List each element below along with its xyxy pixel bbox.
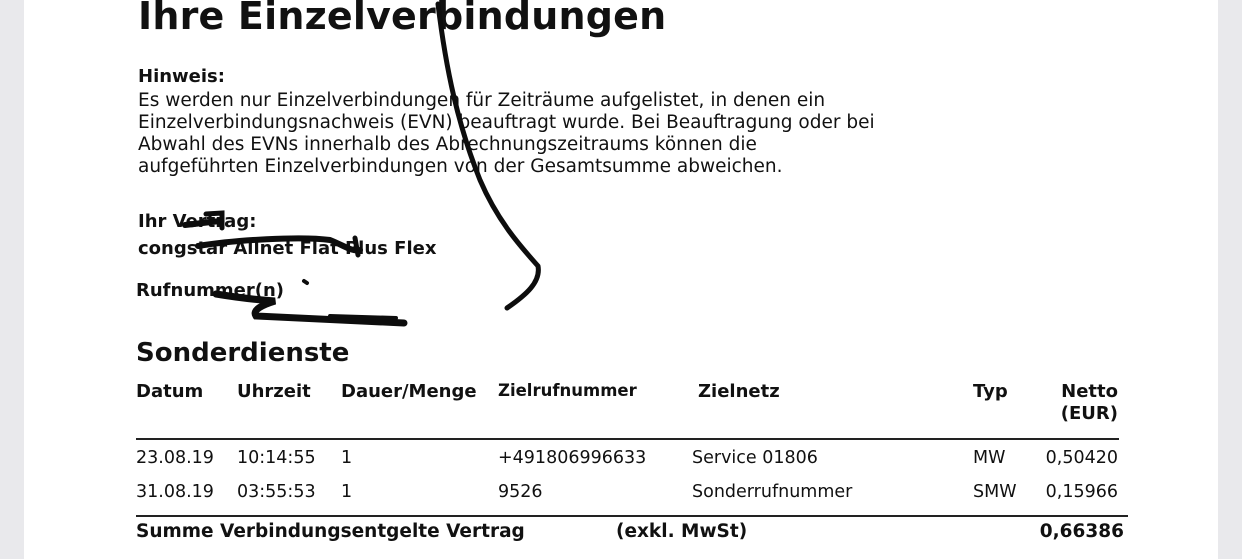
cell-zielnetz: Sonderrufnummer: [692, 482, 853, 502]
cell-netto: 0,15966: [1045, 482, 1118, 502]
col-header-datum: Datum: [136, 381, 204, 402]
col-header-typ: Typ: [973, 381, 1008, 402]
marker-stroke-contract-2: [206, 213, 358, 255]
cell-zielrufnummer: 9526: [498, 482, 543, 502]
cell-uhrzeit: 10:14:55: [237, 448, 316, 468]
cell-netto: 0,50420: [1045, 448, 1118, 468]
sum-value: 0,66386: [1039, 521, 1124, 542]
marker-stroke-contract: [185, 221, 360, 250]
cell-dauer: 1: [341, 448, 353, 468]
col-header-zielrufnummer: Zielrufnummer: [498, 381, 637, 400]
hint-line-1: Es werden nur Einzelverbindungen für Zeiträume aufgelistet, in denen ein: [138, 90, 826, 111]
sum-tax-note: (exkl. MwSt): [616, 521, 748, 542]
cell-uhrzeit: 03:55:53: [237, 482, 316, 502]
cell-typ: MW: [973, 448, 1006, 468]
col-header-netto: Netto: [1061, 381, 1118, 402]
col-header-zielnetz: Zielnetz: [698, 381, 780, 402]
col-header-uhrzeit: Uhrzeit: [237, 381, 311, 402]
hint-line-3: Abwahl des EVNs innerhalb des Abrechnungszeitraums können die: [138, 134, 757, 155]
marker-stroke-number-2: [304, 281, 396, 318]
number-label: Rufnummer(n): [136, 280, 284, 301]
section-title: Sonderdienste: [136, 338, 350, 368]
col-header-dauer: Dauer/Menge: [341, 381, 477, 402]
cell-datum: 31.08.19: [136, 482, 214, 502]
contract-label: Ihr Vertrag:: [138, 211, 257, 232]
cell-datum: 23.08.19: [136, 448, 214, 468]
marker-stroke-curve: [438, 4, 538, 308]
hint-line-4: aufgeführten Einzelverbindungen von der Gesamtsumme abweichen.: [138, 156, 783, 177]
sum-label: Summe Verbindungsentgelte Vertrag: [136, 521, 525, 542]
page-title: Ihre Einzelverbindungen: [138, 0, 667, 38]
cell-zielrufnummer: +491806996633: [498, 448, 647, 468]
col-header-netto-unit: (EUR): [1060, 403, 1118, 424]
cell-dauer: 1: [341, 482, 353, 502]
hint-line-2: Einzelverbindungsnachweis (EVN) beauftragt wurde. Bei Beauftragung oder bei: [138, 112, 875, 133]
hint-label: Hinweis:: [138, 66, 225, 87]
contract-value: congstar Allnet Flat Plus Flex: [138, 238, 437, 259]
cell-zielnetz: Service 01806: [692, 448, 818, 468]
cell-typ: SMW: [973, 482, 1017, 502]
